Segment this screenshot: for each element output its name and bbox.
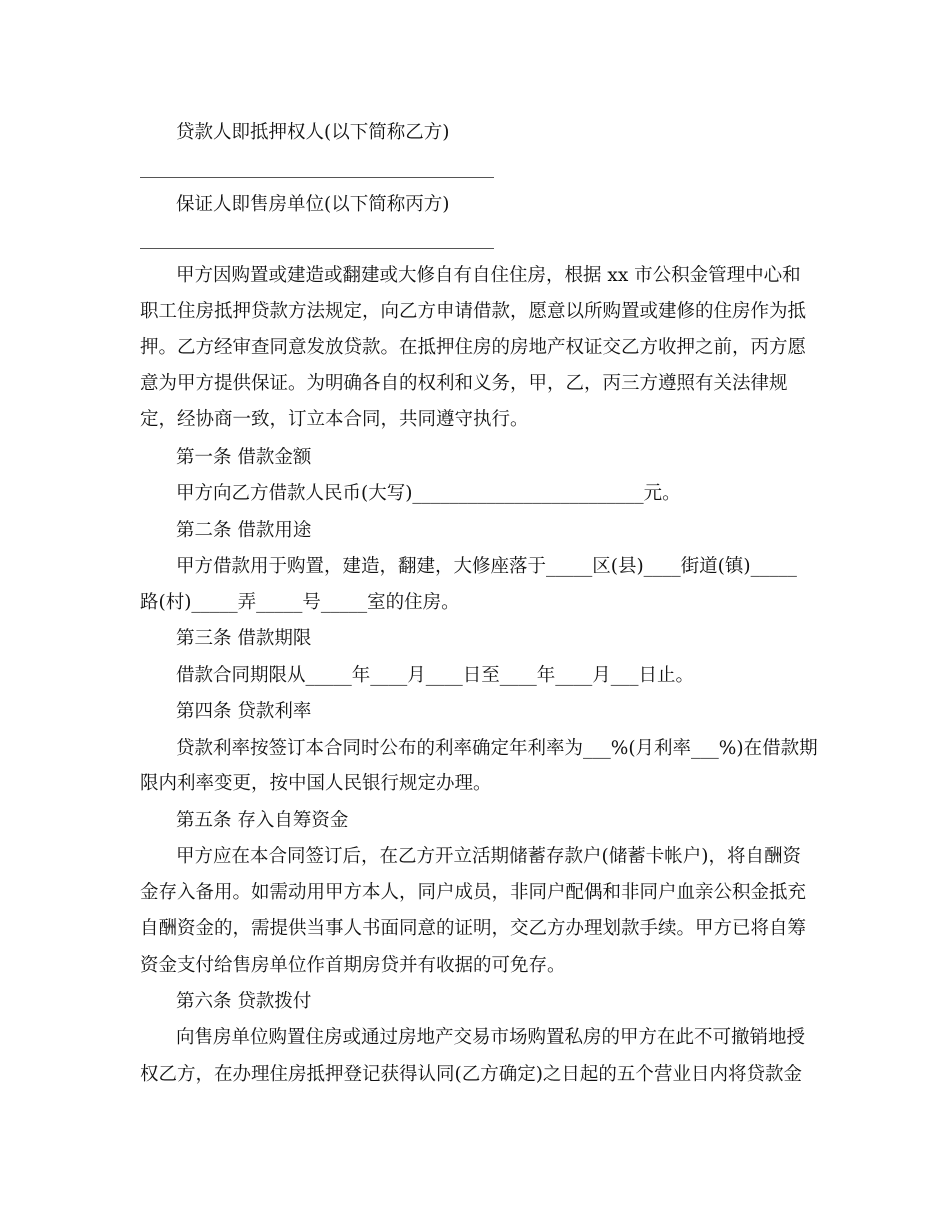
- article-3-text: 借款合同期限从_____年____月____日至____年____月___日止。: [176, 665, 695, 686]
- article-2-title: 第二条 借款用途: [176, 520, 312, 541]
- article-1-text: 甲方向乙方借款人民币(大写)_________________________元。: [176, 483, 681, 504]
- article-4-text: 贷款利率按签订本合同时公布的利率确定年利率为___%(月利率___%)在借款期: [176, 738, 818, 759]
- guarantor-line: 保证人即售房单位(以下简称丙方): [176, 194, 450, 215]
- article-1-title: 第一条 借款金额: [176, 447, 312, 468]
- preamble-line: 意为甲方提供保证。为明确各自的权利和义务，甲，乙，丙三方遵照有关法律规: [140, 373, 788, 394]
- preamble-line: 押。乙方经审查同意发放贷款。在抵押住房的房地产权证交乙方收押之前，丙方愿: [140, 337, 807, 358]
- article-5-text: 自酬资金的，需提供当事人书面同意的证明，交乙方办理划款手续。甲方已将自筹: [140, 918, 807, 939]
- preamble-line: 甲方因购置或建造或翻建或大修自有自住住房，根据 xx 市公积金管理中心和: [176, 265, 801, 286]
- lender-name-blank-line: [140, 177, 494, 178]
- article-4-title: 第四条 贷款利率: [176, 701, 312, 722]
- article-3-title: 第三条 借款期限: [176, 628, 312, 649]
- article-4-text: 限内利率变更，按中国人民银行规定办理。: [140, 773, 492, 794]
- guarantor-name-blank-line: [140, 248, 494, 249]
- article-2-text: 路(村)_____弄_____号_____室的住房。: [140, 592, 460, 613]
- article-5-title: 第五条 存入自筹资金: [176, 810, 349, 831]
- article-2-text: 甲方借款用于购置，建造，翻建，大修座落于_____区(县)____街道(镇)_____: [176, 556, 797, 577]
- article-5-text: 金存入备用。如需动用甲方本人，同户成员，非同户配偶和非同户血亲公积金抵充: [140, 882, 807, 903]
- article-5-text: 甲方应在本合同签订后，在乙方开立活期储蓄存款户(储蓄卡帐户)，将自酬资: [176, 846, 801, 867]
- article-6-text: 向售房单位购置住房或通过房地产交易市场购置私房的甲方在此不可撤销地授: [176, 1027, 806, 1048]
- article-6-title: 第六条 贷款拨付: [176, 991, 312, 1012]
- preamble-line: 职工住房抵押贷款方法规定，向乙方申请借款，愿意以所购置或建修的住房作为抵: [140, 301, 807, 322]
- article-6-text: 权乙方，在办理住房抵押登记获得认同(乙方确定)之日起的五个营业日内将贷款金: [140, 1064, 802, 1085]
- article-5-text: 资金支付给售房单位作首期房贷并有收据的可免存。: [140, 955, 566, 976]
- preamble-line: 定，经协商一致，订立本合同，共同遵守执行。: [140, 409, 529, 430]
- lender-line: 贷款人即抵押权人(以下简称乙方): [176, 122, 450, 143]
